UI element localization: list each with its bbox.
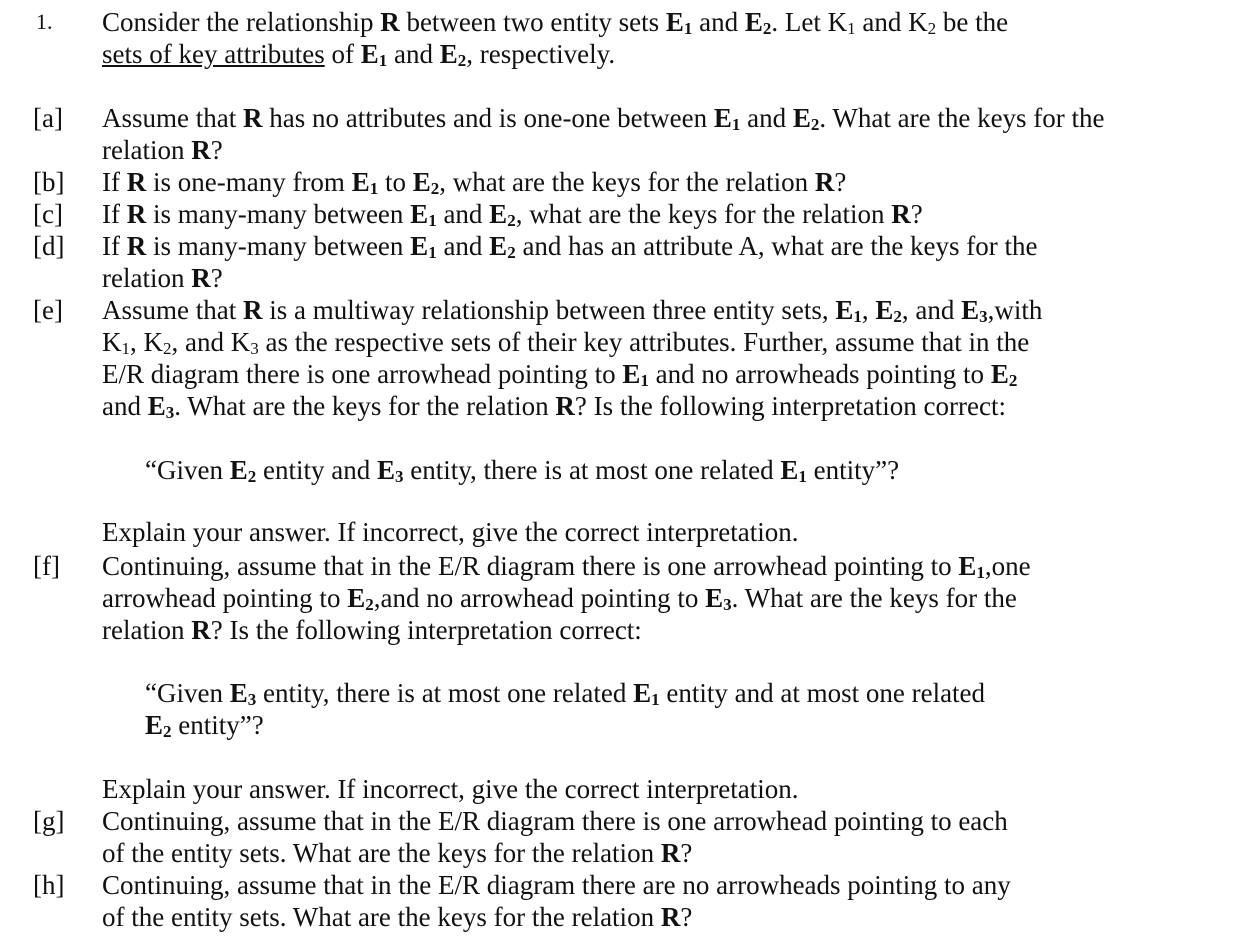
part-text: Continuing, assume that in the E/R diagram there is one arrowhead pointing to each of the entity sets. What are the keys for the relation R? xyxy=(102,806,1008,868)
part-label: [c] xyxy=(33,199,63,229)
part-text: If R is many-many between $E_1$ and $E_2$, what are the keys for the relation R? xyxy=(102,199,923,230)
part-label: [h] xyxy=(33,870,65,900)
explain-text: Explain your answer. If incorrect, give the correct interpretation. xyxy=(102,517,799,547)
part-label: [b] xyxy=(33,167,65,197)
part-text: If R is one-many from $E_1$ to $E_2$, what are the keys for the relation R? xyxy=(102,167,847,198)
explain-text: Explain your answer. If incorrect, give the correct interpretation. xyxy=(102,774,799,804)
interpretation-quote: “Given $E_3$ entity, there is at most one related $E_1$ entity and at most one related $E_2$ entity”? xyxy=(145,678,986,741)
part-text: Assume that R has no attributes and is one-one between $E_1$ and $E_2$. What are the keys for the relation R? xyxy=(102,103,1105,165)
part-label: [e] xyxy=(33,295,63,325)
key-attributes-link: sets of key attributes xyxy=(102,39,325,69)
question-intro: Consider the relationship R between two entity sets $E_1$ and $E_2$. Let $K_1$ and $K_2$ be the sets of key attributes of $E_1$ and $E_2$, respectively. xyxy=(102,7,1009,70)
part-label: [f] xyxy=(33,551,60,581)
part-label: [a] xyxy=(33,103,63,133)
part-text: Assume that R is a multiway relationship between three entity sets, $E_1$, $E_2$, and $E_3,with$ $K_1$, $K_2$, and $K_3$ as the respective sets of their key attributes. Further, assume that in the E/R diagram there is one arrowhead pointing to $E_1$ and no arrowheads pointing to $E_2$ and $E_3$. What are the keys for the relation R? Is the following interpretation correct: xyxy=(102,295,1043,422)
part-label: [d] xyxy=(33,231,65,261)
part-text: Continuing, assume that in the E/R diagram there is one arrowhead pointing to $E_1,one$ arrowhead pointing to $E_2,and$ no arrowhead pointing to $E_3$. What are the keys for the relation R? Is the following interpretation correct: xyxy=(102,551,1031,645)
part-label: [g] xyxy=(33,806,65,836)
interpretation-quote: “Given $E_2$ entity and $E_3$ entity, there is at most one related $E_1$ entity”? xyxy=(145,455,900,486)
part-text: If R is many-many between $E_1$ and $E_2$ and has an attribute A, what are the keys for the relation R? xyxy=(102,231,1038,293)
question-number: 1. xyxy=(36,9,53,34)
part-text: Continuing, assume that in the E/R diagram there are no arrowheads pointing to any of the entity sets. What are the keys for the relation R? xyxy=(102,870,1011,932)
